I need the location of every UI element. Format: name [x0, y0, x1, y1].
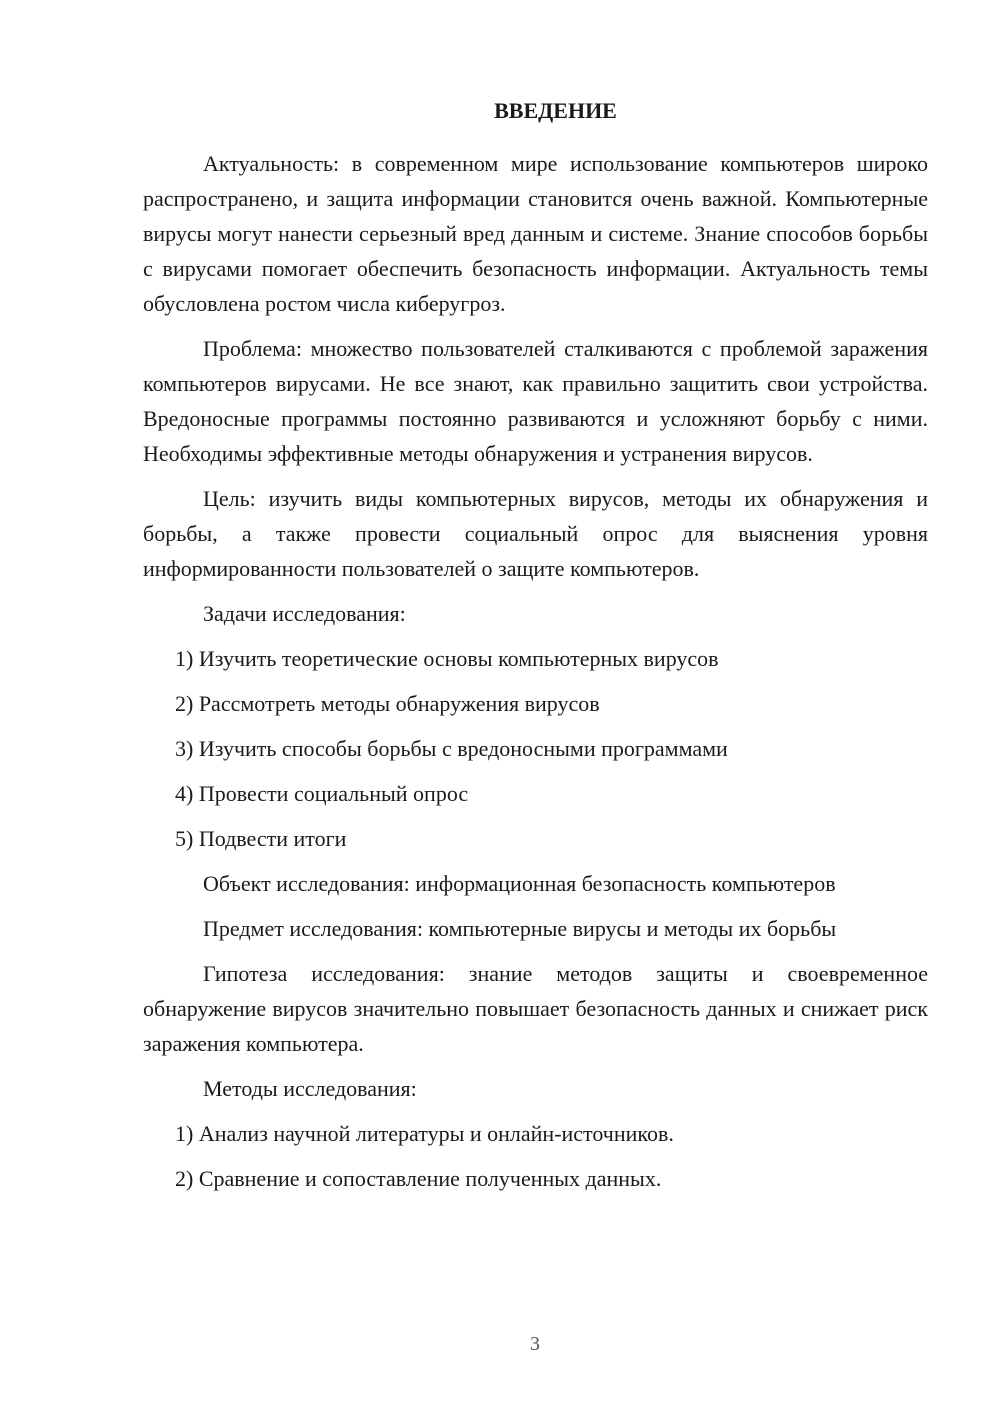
- tasks-title: Задачи исследования:: [203, 601, 406, 626]
- task-item-2: 2) Рассмотреть методы обнаружения вирусов: [175, 691, 600, 716]
- page-number: 3: [530, 1333, 540, 1355]
- problem-paragraph: Проблема: множество пользователей сталкиваются с проблемой заражения компьютеров вирусами. Не все знают, как правильно защитить свои устройства. Вредоносные программы постоянно развиваются и усложняют борьбу с ними. Необходимы эффективные методы обнаружения и устранения вирусов.: [143, 336, 928, 466]
- task-item-4: 4) Провести социальный опрос: [175, 781, 469, 806]
- method-item-2: 2) Сравнение и сопоставление полученных данных.: [175, 1166, 662, 1191]
- research-subject: Предмет исследования: компьютерные вирусы и методы их борьбы: [203, 916, 837, 941]
- hypothesis-paragraph: Гипотеза исследования: знание методов защиты и своевременное обнаружение вирусов значительно повышает безопасность данных и снижает риск заражения компьютера.: [143, 961, 928, 1056]
- document-page: [143, 96, 928, 1206]
- task-item-1: 1) Изучить теоретические основы компьютерных вирусов: [175, 646, 719, 671]
- goal-paragraph: Цель: изучить виды компьютерных вирусов, методы их обнаружения и борьбы, а также провести социальный опрос для выяснения уровня информированности пользователей о защите компьютеров.: [143, 486, 928, 581]
- relevance-paragraph: Актуальность: в современном мире использование компьютеров широко распространено, и защита информации становится очень важной. Компьютерные вирусы могут нанести серьезный вред данным и системе. Знание способов борьбы с вирусами помогает обеспечить безопасность информации. Актуальность темы обусловлена ростом числа киберугроз.: [143, 151, 928, 316]
- page-title: ВВЕДЕНИЕ: [494, 98, 617, 123]
- task-item-3: 3) Изучить способы борьбы с вредоносными программами: [175, 736, 728, 761]
- research-object: Объект исследования: информационная безопасность компьютеров: [203, 871, 836, 896]
- method-item-1: 1) Анализ научной литературы и онлайн-источников.: [175, 1121, 674, 1146]
- task-item-5: 5) Подвести итоги: [175, 826, 347, 851]
- methods-title: Методы исследования:: [203, 1076, 417, 1101]
